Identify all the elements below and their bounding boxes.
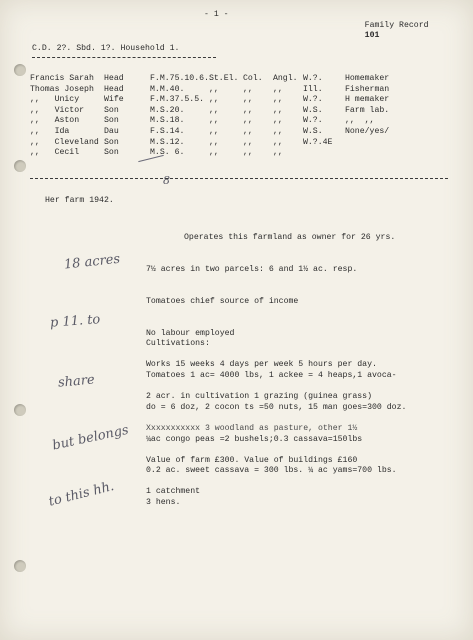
farm-heading: Her farm 1942. (45, 196, 114, 205)
table-cell-col6: ,, (272, 137, 283, 147)
table-cell-details: F.M.75.10.6. (150, 74, 209, 83)
farm-line-9: 1 catchment (146, 487, 201, 497)
table-cell-col6: ,, (272, 148, 283, 158)
table-cell-col7: W.?.4E (302, 137, 333, 147)
table-cell-col5: ,, (242, 105, 253, 115)
table-row (30, 148, 417, 159)
table-cell-name: ,, Unicy (30, 95, 80, 105)
table-cell-col7 (303, 148, 339, 159)
table-cell-col5: ,, (242, 126, 253, 136)
table-cell-col6: ,, (272, 116, 283, 126)
table-cell-col7: W.S. (302, 105, 323, 115)
table-cell-col4: ,, (208, 95, 219, 105)
table-row (30, 138, 417, 149)
record-label-text: Family Record (364, 20, 429, 30)
punch-hole-upper-mid (14, 160, 26, 172)
cultivations (146, 318, 406, 530)
table-cell-col6: ,, (272, 126, 283, 136)
farm-line-2: 7½ acres in two parcels: 6 and 1½ ac. resp. (146, 264, 358, 274)
handwritten-note-4: but belongs (51, 422, 130, 454)
table-row (30, 95, 417, 106)
cultivation-line-4: 0.2 ac. sweet cassava = 300 lbs. ¼ ac yams=700 lbs. (146, 466, 397, 476)
table-cell-col5: ,, (242, 148, 253, 158)
handwritten-notes (48, 218, 129, 538)
table-cell-occupation: Farm lab. (344, 105, 390, 115)
household-table-body (30, 74, 417, 159)
table-cell-relation: Wife (104, 95, 124, 105)
table-cell-relation: Son (104, 148, 119, 158)
table-cell-relation: Dau (104, 126, 119, 136)
table-cell-col7: W.S. (302, 126, 323, 136)
table-cell-col5: ,, (242, 84, 253, 94)
table-cell-name: ,, Cleveland (30, 137, 99, 147)
cultivation-line-3: ¼ac congo peas =2 bushels;0.3 cassava=150lbs (146, 434, 363, 444)
household-underline (32, 57, 216, 58)
table-cell-col7: W.?. (302, 95, 323, 105)
table-cell-name: ,, Ida (30, 126, 70, 136)
handwritten-note-3: share (57, 372, 96, 391)
table-cell-name: Francis Sarah (30, 74, 94, 83)
handwritten-note-5: to this hh. (47, 478, 116, 510)
table-cell-col6: ,, (272, 105, 283, 115)
cultivation-line-2: do = 6 doz, 2 cocon ts =50 nuts, 15 man goes=300 doz. (146, 402, 407, 412)
table-cell-col5: ,, (242, 137, 253, 147)
table-cell-name: ,, Aston (30, 116, 80, 126)
record-label (345, 10, 429, 52)
cultivation-line-5: 3 hens. (146, 498, 181, 508)
farm-line-1: Operates this farmland as owner for 26 yrs. (184, 233, 396, 243)
farm-line-3: Tomatoes chief source of income (146, 296, 299, 306)
table-cell-name: Thomas Joseph (30, 84, 94, 94)
household-table (30, 74, 417, 159)
table-cell-occupation (339, 138, 417, 149)
table-cell-col7: W.?. (302, 74, 323, 83)
punch-hole-top (14, 64, 26, 76)
table-cell-col4: ,, (208, 148, 219, 158)
farm-line-6: 2 acr. in cultivation 1 grazing (guinea grass) (146, 392, 373, 402)
punch-hole-bottom (14, 560, 26, 572)
table-cell-col4: ,, (208, 116, 219, 126)
table-cell-occupation: Fisherman (344, 84, 390, 94)
table-row (30, 106, 417, 117)
farm-line-5: Works 15 weeks 4 days per week 5 hours per day. (146, 360, 377, 370)
table-row (30, 116, 417, 127)
cultivation-line-1: Tomatoes 1 ac= 4000 lbs, 1 ackee = 4 heaps,1 avoca- (146, 370, 397, 380)
cultivations-heading: Cultivations: (146, 339, 210, 349)
table-cell-occupation: H memaker (344, 95, 390, 105)
table-cell-details: F.M.37.5.5. (150, 95, 205, 105)
table-cell-col7: Ill. (302, 84, 323, 94)
table-cell-relation: Son (104, 105, 119, 115)
table-cell-details: F.S.14. (150, 126, 185, 136)
table-cell-col6: ,, (272, 95, 283, 105)
record-number: 101 (364, 31, 380, 41)
table-cell-details: M.S.12. (150, 137, 185, 147)
handwritten-note-2: p 11. to (49, 312, 101, 331)
table-cell-relation: Son (104, 137, 119, 147)
page-number: - 1 - (204, 10, 229, 19)
household-line: C.D. 2?. Sbd. 1?. Household 1. (32, 44, 180, 53)
table-row (30, 127, 417, 138)
punch-hole-lower-mid (14, 404, 26, 416)
table-cell-occupation (339, 148, 417, 159)
table-cell-col5: ,, (242, 95, 253, 105)
section-divider (30, 178, 448, 179)
table-cell-occupation: None/yes/ (344, 126, 390, 136)
table-cell-details: M.S.20. (150, 105, 185, 115)
table-cell-col4: ,, (208, 137, 219, 147)
table-cell-relation: Head (104, 84, 124, 94)
table-cell-relation: Head (104, 74, 124, 83)
table-cell-name: ,, Cecil (30, 148, 80, 158)
table-row (30, 85, 417, 96)
table-cell-col5: ,, (242, 116, 253, 126)
table-cell-col4: ,, (208, 84, 219, 94)
handwritten-note-1: 18 acres (63, 251, 121, 273)
table-cell-col6: ,, (272, 84, 283, 94)
table-cell-details: M.S.18. (150, 116, 185, 126)
table-cell-col7: W.?. (302, 116, 323, 126)
table-cell-col6: Angl. (272, 74, 298, 83)
table-cell-occupation: Homemaker (344, 74, 390, 83)
table-cell-details: M.M.40. (150, 84, 185, 94)
table-row (30, 74, 417, 85)
table-cell-details: M.S. 6. (150, 148, 185, 158)
tick-mark-label: 8 (163, 174, 170, 187)
table-cell-name: ,, Victor (30, 105, 85, 115)
table-cell-col5: Col. (242, 74, 263, 83)
table-cell-occupation: ,, ,, (344, 116, 375, 126)
table-cell-col4: ,, (208, 105, 219, 115)
table-cell-relation: Son (104, 116, 119, 126)
table-cell-col4: St.El. (208, 74, 239, 83)
farm-line-8: Value of farm £300. Value of buildings £160 (146, 455, 358, 465)
table-cell-col4: ,, (208, 126, 219, 136)
farm-line-7: Xxxxxxxxxxx 3 woodland as pasture, other 1½ (146, 423, 358, 433)
farm-line-4: No labour employed (146, 328, 235, 338)
